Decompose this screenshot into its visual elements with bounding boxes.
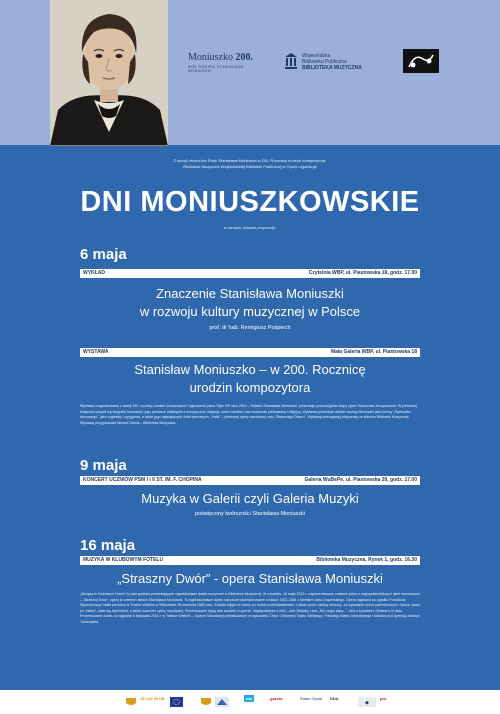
event-type: KONCERT UCZNIÓW PSM I i II ST. IM. F. CHOPINA bbox=[83, 477, 202, 483]
event-place: Galeria WuBePe, ul. Piastowska 20, godz. 17.00 bbox=[304, 477, 417, 483]
intro-text: Z okazji obchodów Roku Stanisława Moniuszki w 200. Rocznicę urodzin kompozytora, Biblioteka Muzyczna Wojewódzkiej Biblioteki Publicznej w Opolu organizuje bbox=[173, 158, 327, 169]
event-info-bar bbox=[80, 476, 420, 485]
sponsor-nto: nto bbox=[246, 696, 253, 701]
moniuszko-200-logo: Moniuszko 200. ROK ROKIEM STANISŁAWA MONIUSZKI bbox=[188, 52, 253, 73]
event-type: MUZYKA W KLUBOWYM FOTELU bbox=[83, 557, 164, 563]
sponsors-footer bbox=[0, 690, 500, 714]
partner-logo-icon bbox=[358, 697, 376, 707]
region-logo-icon bbox=[215, 697, 229, 707]
event-info-bar bbox=[80, 348, 420, 357]
music-library-emblem bbox=[403, 49, 439, 73]
event-type: WYSTAWA bbox=[83, 349, 109, 355]
event-info-bar bbox=[80, 556, 420, 565]
event-place: Biblioteka Muzyczna, Rynek 1, godz. 16.30 bbox=[316, 557, 417, 563]
date-heading: 9 maja bbox=[80, 457, 127, 474]
library-building-icon bbox=[284, 52, 298, 70]
event-description: „Muzyka w Klubowym Fotelu” to cykl spotkań prezentujących najważniejsze dzieła muzyczne w Bibliotece Muzycznej. W czwartek, 16 maja 2019 r. zaprezentowane zostanie jedno z najpopularniejszych dzieł narodowych – „Straszny Dwór”, opera w czterech aktach Stanisława Moniuszki. To najdoskonalsze dzieło narodowe skomponowane w latach 1861-1864 z librettem Jana Chęcińskiego. Opera napisana po upadku Powstania Styczniowego miała premierę w Teatrze Wielkim w Warszawie 28 września 1865 roku. Została zdjęta ze sceny po trzech przedstawieniach z afiszu przez carską cenzurę, za wywołanie uczuć patriotycznych. Opera, zaraz po „Halce”, stała się symbolem, a także wzorcem opery narodowej. Prezentowane będą arie zawarte w operze. Najsłynniejsza z nich – aria Skołuby i aria „Ten zegar stary...”. Aria z kurantem, Stefana z III aktu. Prezentowane dzieło, to nagranie 8 listopada 2015 r. w Teatrze Wielkim – Operze Narodowej przedstawione w wykonaniu Chóru i Orkiestry Teatru Wielkiego, Polskiego Baletu Narodowego i solistów pod dyrekcją Andriya Yurkevycha. bbox=[80, 592, 420, 624]
svg-text:◆: ◆ bbox=[365, 700, 369, 706]
event-title: Stanisław Moniuszko – w 200. Rocznicę urodzin kompozytora bbox=[134, 362, 366, 395]
event-place: Mała Galeria WBP, ul. Piastowska 18 bbox=[330, 349, 417, 355]
date-heading: 16 maja bbox=[80, 537, 136, 554]
sponsor-gazeta: gazeta bbox=[270, 696, 283, 701]
event-lecturer: prof. dr hab. Remigiusz Pośpiech bbox=[209, 325, 291, 331]
event-title: „Straszny Dwór” - opera Stanisława Moniuszki bbox=[117, 571, 383, 586]
event-subtitle: poświęcony twórczości Stanisława Moniuszki bbox=[194, 511, 306, 517]
sponsor-eu: 15 LAT W UE bbox=[140, 696, 165, 701]
eu-flag-icon bbox=[170, 697, 183, 707]
event-description: Wystawa zorganizowana z okazji 200. rocznicy urodzin kompozytora i ogłoszenia przez Sejm RP roku 2019 – Rokiem Stanisława Moniuszki, prezentuje poszczególne etapy życia i twórczości kompozytora. W pierwszej kolejności pojawi się biografia Moniuszki, jego pierwsze zetknięcia z muzyką oraz inicjacja, okres studiów oraz twórczość pieśniarską i religijną. Wystawa prezentuje wielkie zasługi Moniuszki jako twórcy „Śpiewnika domowego”, jako organisty i dyrygenta, a także jego największych dzieł operowych: „Halki” – pierwszej opery narodowej oraz „Strasznego Dworu”. Wystawę wzbogacają eksponaty ze zbiorów Biblioteki Muzycznej. Wystawę przygotowała Tamara Dzeda – Biblioteka Muzyczna. bbox=[80, 404, 417, 425]
sponsor-radio: Radio Opole bbox=[300, 696, 323, 701]
library-logo: Wojewódzka Biblioteka Publiczna BIBLIOTEKA MUZYCZNA bbox=[284, 52, 394, 74]
event-title: Znaczenie Stanisława Moniuszki w rozwoju kultury muzycznej w Polsce bbox=[139, 286, 361, 319]
event-type: WYKŁAD bbox=[83, 270, 105, 276]
page-title: DNI MONIUSZKOWSKIE bbox=[80, 186, 420, 218]
sponsor-dda: DDA bbox=[330, 696, 339, 701]
crest-icon bbox=[200, 697, 212, 707]
date-heading: 6 maja bbox=[80, 246, 127, 263]
event-place: Czytelnia WBP, ul. Piastowska 18, godz. 17.00 bbox=[308, 270, 417, 276]
sponsor-pro: pro bbox=[380, 696, 387, 701]
event-title: Muzyka w Galerii czyli Galeria Muzyki bbox=[141, 491, 359, 506]
portrait-image bbox=[50, 0, 168, 146]
crest-icon bbox=[125, 697, 137, 707]
page-subtitle: w ramach, których proponuje: bbox=[223, 225, 277, 230]
event-info-bar bbox=[80, 269, 420, 278]
